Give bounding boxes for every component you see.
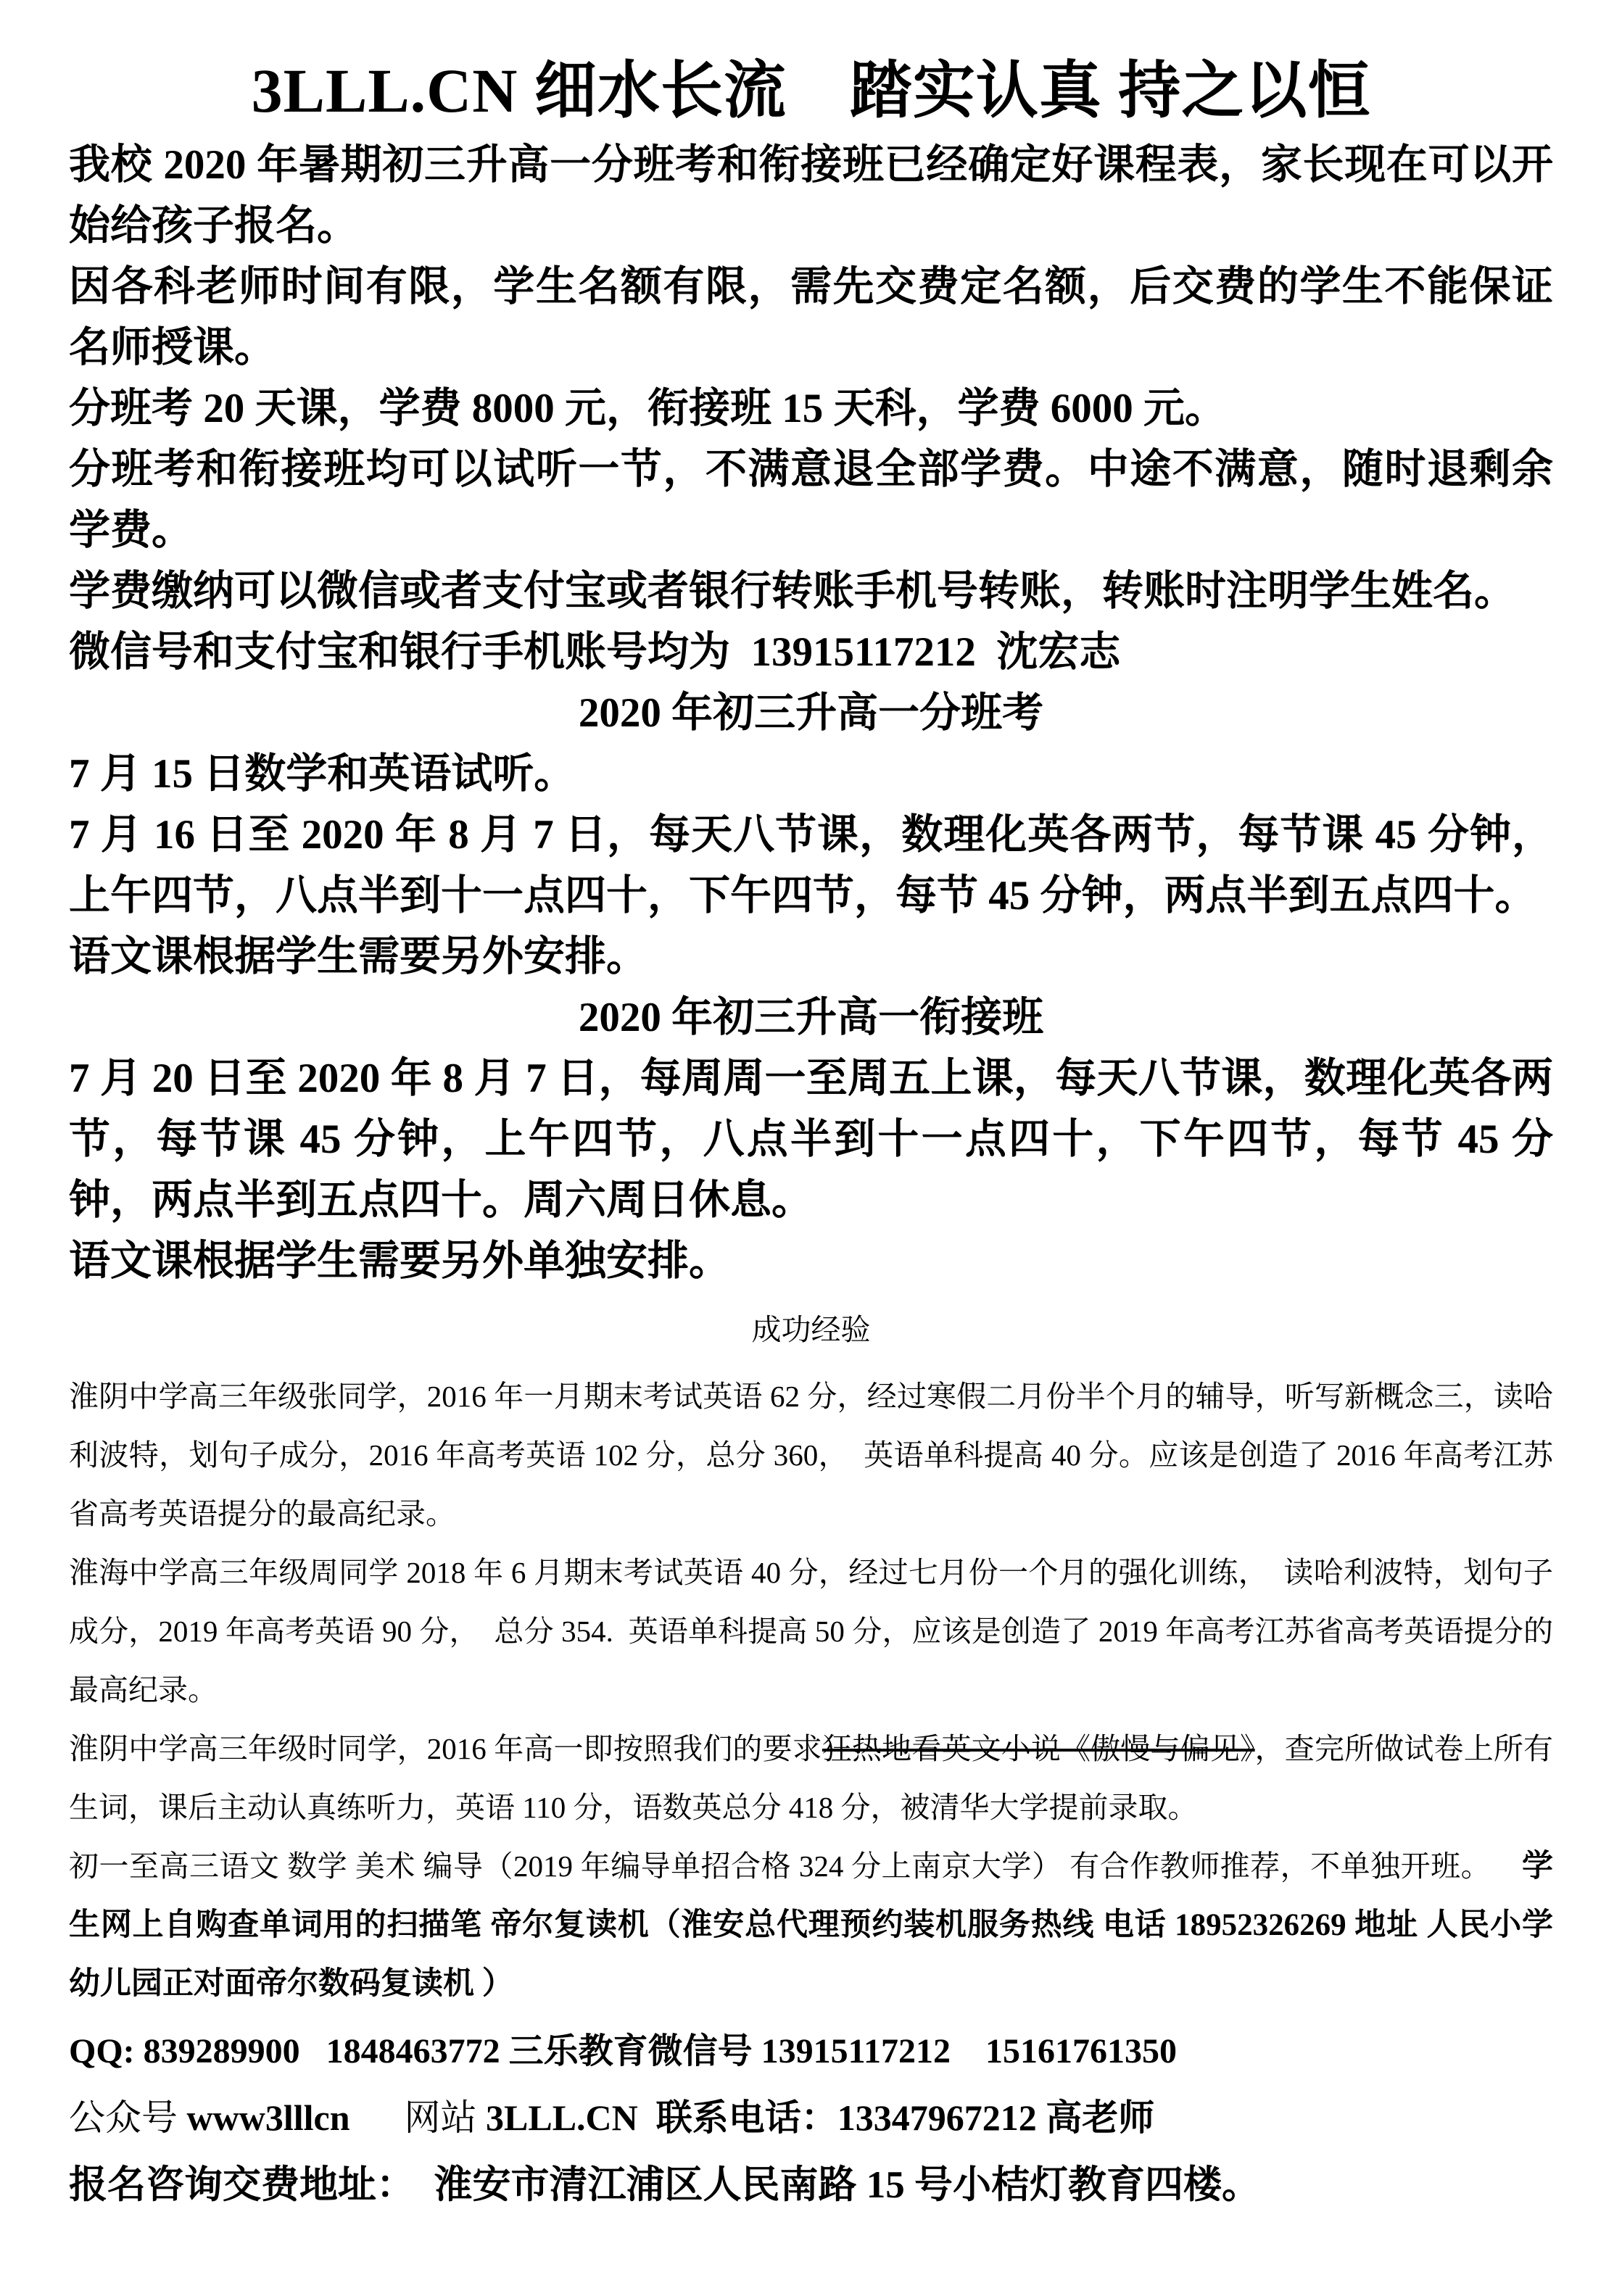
placement-schedule-paragraph: 7 月 16 日至 2020 年 8 月 7 日，每天八节课，数理化英各两节，每节课 45 分钟，上午四节，八点半到十一点四十，下午四节，每节 45 分钟，两点半到五点四十。 [69, 812, 1553, 919]
public-account-value: www3lllcn [186, 2097, 405, 2138]
section-heading-placement-exam: 2020 年初三升高一分班考 [578, 690, 1044, 736]
website-label: 网站 [404, 2097, 486, 2138]
intro-paragraph-account: 微信号和支付宝和银行手机账号均为 13915117212 沈宏志 [69, 629, 1121, 675]
scanner-pen-repeater-text: 学生网上自购查单词用的扫描笔 帝尔复读机（淮安总代理预约装机服务热线 电话 18952326269 地址 人民小学幼儿园正对面帝尔数码复读机 ） [69, 1849, 1553, 2001]
intro-paragraph-tuition: 分班考 20 天课，学费 8000 元，衔接班 15 天科，学费 6000 元。 [69, 386, 1226, 431]
bridging-chinese-paragraph: 语文课根据学生需要另外单独安排。 [69, 1238, 730, 1284]
success-stories-heading: 成功经验 [751, 1313, 871, 1346]
website-value: 3LLL.CN [486, 2097, 656, 2138]
public-account-website-line [69, 2084, 1553, 2151]
qq-numbers: QQ: 839289900 1848463772 [69, 2032, 509, 2071]
page-title: 3LLL.CN 细水长流 踏实认真 持之以恒 [251, 56, 1371, 125]
success-story-shi-suffix: ，查完所做试卷上所有生词，课后主动认真练听力，英语 110 分，语数英总分 418 分，被清华大学提前录取。 [69, 1732, 1553, 1824]
success-story-shi [69, 1720, 1553, 1837]
bridging-schedule-paragraph: 7 月 20 日至 2020 年 8 月 7 日，每周周一至周五上课，每天八节课，数理化英各两节，每节课 45 分钟，上午四节，八点半到十一点四十，下午四节，每节 45 分钟，两点半到五点四十。周六周日休息。 [69, 1056, 1553, 1223]
section-heading-bridging-class: 2020 年初三升高一衔接班 [578, 995, 1044, 1040]
courses-and-devices-paragraph [69, 1837, 1553, 2013]
qq-wechat-contact-line [69, 2019, 1553, 2084]
wechat-label: 三乐教育微信号 [508, 2032, 761, 2071]
success-story-zhou: 淮海中学高三年级周同学 2018 年 6 月期末考试英语 40 分，经过七月份一个月的强化训练， 读哈利波特，划句子成分，2019 年高考英语 90 分， 总分 354. 英语单科提高 50 分，应该是创造了 2019 年高考江苏省高考英语提分的最高纪录。 [69, 1556, 1553, 1707]
wechat-numbers: 13915117212 15161761350 [761, 2032, 1178, 2071]
success-story-shi-prefix: 淮阴中学高三年级时同学，2016 年高一即按照我们的要求 [69, 1732, 822, 1765]
intro-paragraph-refund: 分班考和衔接班均可以试听一节，不满意退全部学费。中途不满意，随时退剩余学费。 [69, 447, 1553, 553]
registration-address-value: 淮安市清江浦区人民南路 15 号小桔灯教育四楼。 [434, 2164, 1260, 2206]
success-story-shi-strikethrough-text: 狂热地看英文小说《傲慢与偏见》 [822, 1732, 1255, 1765]
intro-paragraph-signup: 我校 2020 年暑期初三升高一分班考和衔接班已经确定好课程表，家长现在可以开始给孩子报名。 [69, 142, 1553, 249]
contact-phone-teacher: 联系电话：13347967212 高老师 [655, 2097, 1155, 2138]
registration-address-line [69, 2151, 1553, 2219]
intro-paragraph-quota: 因各科老师时间有限，学生名额有限，需先交费定名额，后交费的学生不能保证名师授课。 [69, 264, 1553, 370]
success-story-zhang: 淮阴中学高三年级张同学，2016 年一月期末考试英语 62 分，经过寒假二月份半个月的辅导，听写新概念三，读哈利波特，划句子成分，2016 年高考英语 102 分，总分 360， 英语单科提高 40 分。应该是创造了 2016 年高考江苏省高考英语提分的最高纪录。 [69, 1380, 1553, 1530]
courses-offered-text: 初一至高三语文 数学 美术 编导（2019 年编导单招合格 324 分上南京大学） 有合作教师推荐，不单独开班。 [69, 1849, 1522, 1883]
placement-chinese-paragraph: 语文课根据学生需要另外安排。 [69, 934, 647, 979]
intro-paragraph-payment: 学费缴纳可以微信或者支付宝或者银行转账手机号转账，转账时注明学生姓名。 [69, 568, 1515, 614]
public-account-label: 公众号 [69, 2097, 187, 2138]
placement-trial-paragraph: 7 月 15 日数学和英语试听。 [69, 751, 576, 797]
registration-address-label: 报名咨询交费地址： [69, 2164, 434, 2206]
